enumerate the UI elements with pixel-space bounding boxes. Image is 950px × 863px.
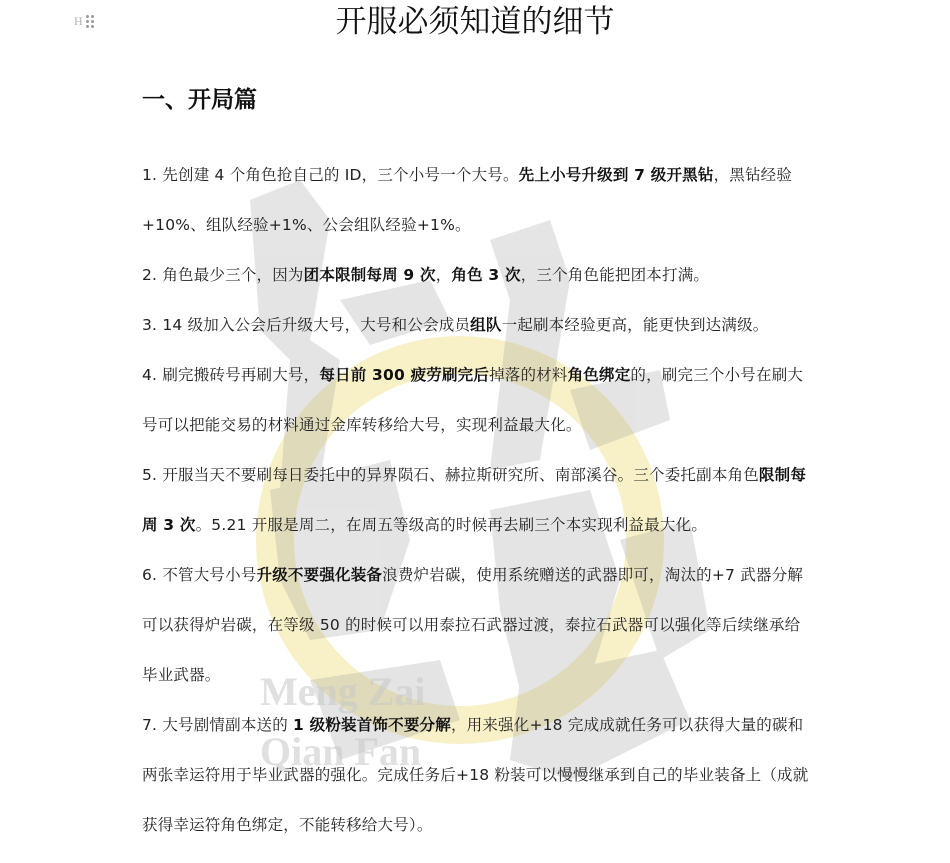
paragraph-3: [142, 300, 810, 350]
paragraph-1: [142, 150, 810, 250]
paragraph-text: 7. 大号剧情副本送的: [142, 716, 294, 734]
watermark-text-line2: Qian Fan: [260, 729, 422, 774]
paragraph-text: 2. 角色最少三个，因为: [142, 266, 304, 284]
heading-level-icon: H: [74, 13, 83, 28]
paragraph-bold-text: 限制每周 3 次: [142, 466, 807, 534]
paragraph-bold-text: 组队: [470, 316, 502, 334]
paragraph-bold-text: 每日前 300 疲劳刷完后: [319, 366, 490, 384]
paragraph-bold-text: 升级不要强化装备: [256, 566, 383, 584]
paragraph-text: 6. 不管大号小号: [142, 566, 257, 584]
paragraph-text: 浪费炉岩碳，使用系统赠送的武器即可，淘汰的+7 武器分解可以获得炉岩碳，在等级 50 的时候可以用泰拉石武器过渡，泰拉石武器可以强化等后续继承给毕业武器。: [142, 566, 804, 684]
document-body: [142, 150, 810, 850]
paragraph-text: ，三个角色能把团本打满。: [520, 266, 710, 284]
paragraph-text: 5. 开服当天不要刷每日委托中的异界陨石、赫拉斯研究所、南部溪谷。三个委托副本角色: [142, 466, 759, 484]
paragraph-2: [142, 250, 810, 300]
paragraph-6: [142, 550, 810, 700]
paragraph-text: ，用来强化+18 完成成就任务可以获得大量的碳和两张幸运符用于毕业武器的强化。完成任务后+18 粉装可以慢慢继承到自己的毕业装备上（成就获得幸运符角色绑定，不能转移给大号）。: [142, 716, 809, 834]
paragraph-text: ，: [435, 266, 452, 284]
watermark-text-line1: Meng Zai: [260, 669, 426, 714]
section-title: 一、开局篇: [142, 87, 257, 113]
paragraph-text: 4. 刷完搬砖号再刷大号，: [142, 366, 320, 384]
paragraph-7: [142, 700, 810, 850]
paragraph-text: 1. 先创建 4 个角色抢自己的 ID，三个小号一个大号。: [142, 166, 519, 184]
paragraph-text: 3. 14 级加入公会后升级大号，大号和公会成员: [142, 316, 471, 334]
paragraph-text: 。5.21 开服是周二，在周五等级高的时候再去刷三个本实现利益最大化。: [195, 516, 708, 534]
paragraph-bold-text: 1 级粉装首饰不要分解: [293, 716, 451, 734]
paragraph-bold-text: 团本限制每周 9 次: [303, 266, 436, 284]
paragraph-text: 的，刷完三个小号在刷大号可以把能交易的材料通过金库转移给大号，实现利益最大化。: [142, 366, 804, 434]
paragraph-text: ，黑钻经验+10%、组队经验+1%、公会组队经验+1%。: [142, 166, 793, 234]
paragraph-text: 掉落的材料: [489, 366, 568, 384]
paragraph-bold-text: 角色绑定: [567, 366, 631, 384]
paragraph-bold-text: 角色 3 次: [451, 266, 521, 284]
paragraph-text: 一起刷本经验更高，能更快到达满级。: [501, 316, 769, 334]
paragraph-4: [142, 350, 810, 450]
paragraph-bold-text: 先上小号升级到 7 级开黑钻: [518, 166, 714, 184]
paragraph-5: [142, 450, 810, 550]
page-title: 开服必须知道的细节: [335, 4, 615, 40]
